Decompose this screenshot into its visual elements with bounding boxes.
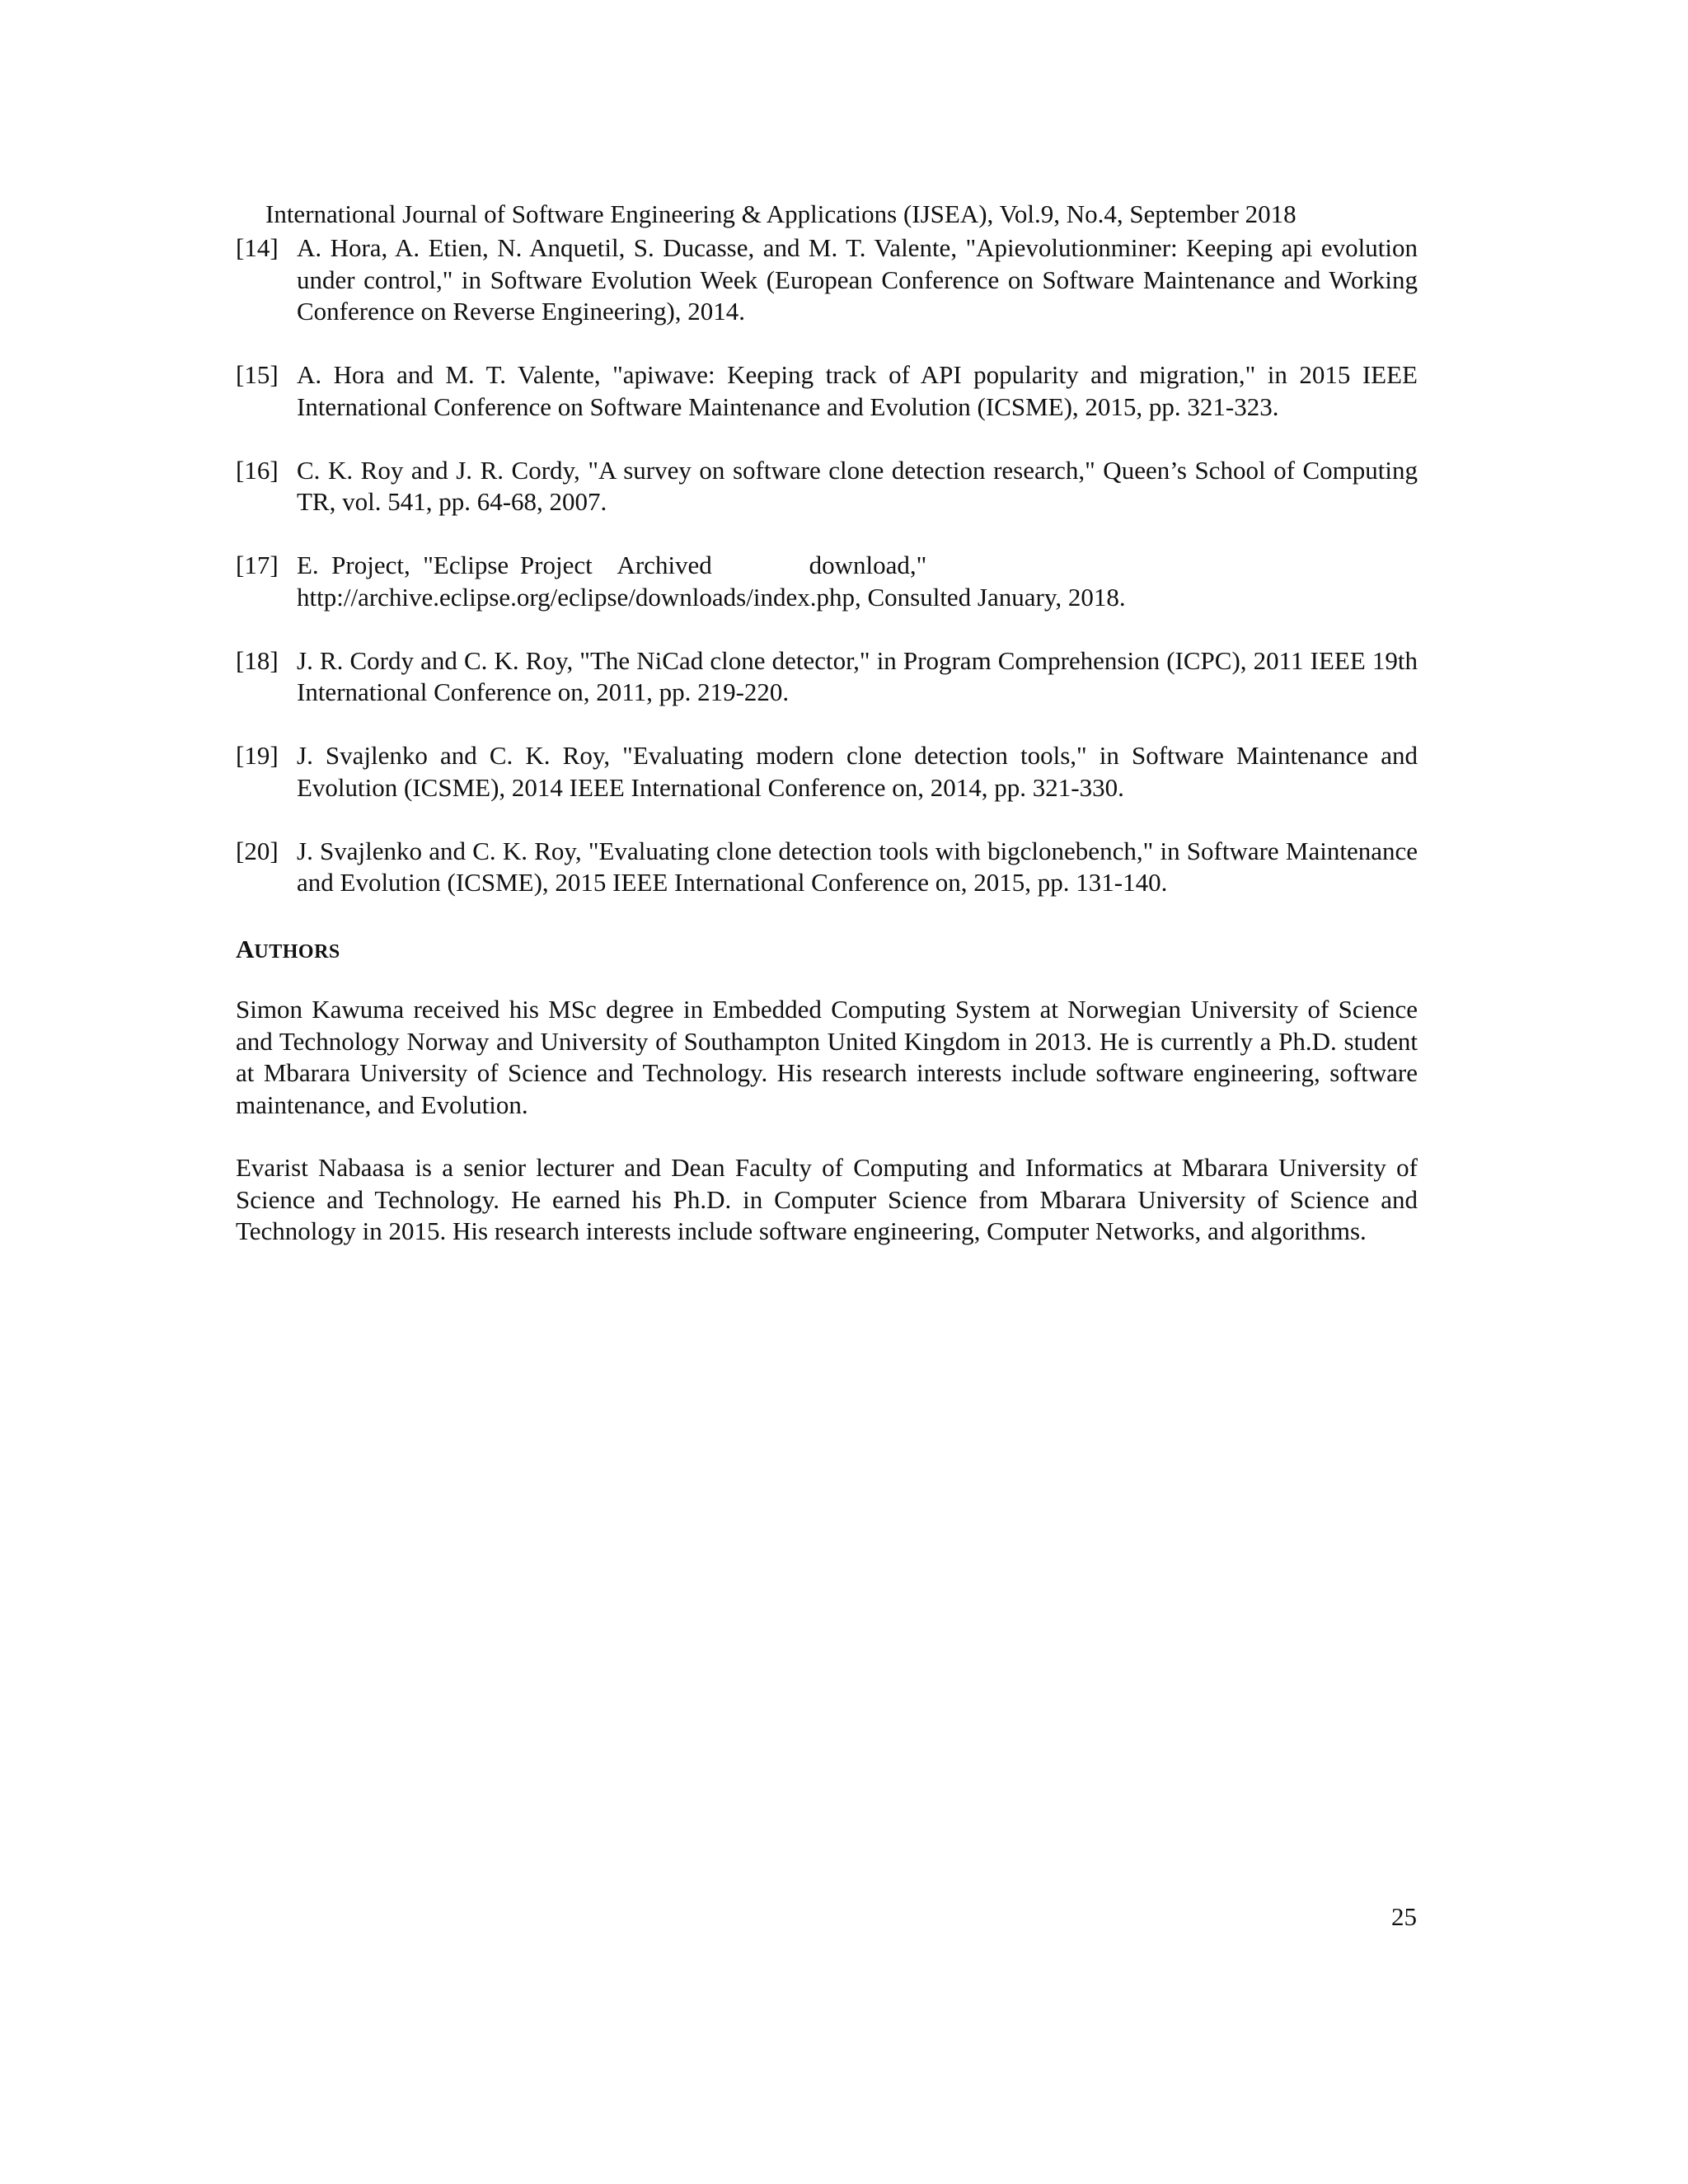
- authors-heading: [236, 933, 340, 968]
- reference-text: J. Svajlenko and C. K. Roy, "Evaluating clone detection tools with bigclonebench," in Software Maintenance and Evolution (ICSME), 2015 IEEE International Conference on, 2015, pp. 131-140.: [297, 836, 1418, 897]
- reference-item: [236, 740, 1418, 804]
- reference-item: [236, 232, 1418, 328]
- reference-text-fragment: Project: [519, 551, 593, 579]
- reference-item: [236, 550, 1418, 613]
- reference-url-line: http://archive.eclipse.org/eclipse/downloads/index.php, Consulted January, 2018.: [297, 582, 1126, 612]
- reference-item: [236, 645, 1418, 709]
- author-bio: Simon Kawuma received his MSc degree in Embedded Computing System at Norwegian University of Science and Technology Norway and University of Southampton United Kingdom in 2013. He is currently a Ph.D. student at Mbarara University of Science and Technology. His research interests include software engineering, software maintenance, and Evolution.: [236, 995, 1418, 1119]
- reference-number: [14]: [236, 233, 279, 262]
- reference-number: [18]: [236, 645, 279, 675]
- reference-text: C. K. Roy and J. R. Cordy, "A survey on software clone detection research," Queen’s School of Computing TR, vol. 541, pp. 64-68, 2007.: [297, 455, 1418, 516]
- reference-text: J. R. Cordy and C. K. Roy, "The NiCad clone detector," in Program Comprehension (ICPC), 2011 IEEE 19th International Conference on, 2011, pp. 219-220.: [297, 645, 1418, 706]
- reference-item: [236, 359, 1418, 423]
- reference-text: A. Hora and M. T. Valente, "apiwave: Keeping track of API popularity and migration," in 2015 IEEE International Conference on Software Maintenance and Evolution (ICSME), 2015, pp. 321-323.: [297, 360, 1418, 421]
- reference-text-fragment: E. Project, "Eclipse: [297, 551, 509, 579]
- reference-text: J. Svajlenko and C. K. Roy, "Evaluating modern clone detection tools," in Software Maintenance and Evolution (ICSME), 2014 IEEE International Conference on, 2014, pp. 321-330.: [297, 741, 1418, 802]
- reference-list: [236, 232, 1418, 930]
- reference-text-line: [297, 550, 1418, 582]
- reference-text: A. Hora, A. Etien, N. Anquetil, S. Ducasse, and M. T. Valente, "Apievolutionminer: Keeping api evolution under control," in Software Evolution Week (European Conference on Software Maintenance and Working Conference on Reverse Engineering), 2014.: [297, 233, 1418, 326]
- reference-number: [16]: [236, 455, 279, 485]
- reference-number: [15]: [236, 360, 279, 389]
- author-bio: Evarist Nabaasa is a senior lecturer and Dean Faculty of Computing and Informatics at Mbarara University of Science and Technology. He earned his Ph.D. in Computer Science from Mbarara University of Science and Technology in 2015. His research interests include software engineering, Computer Networks, and algorithms.: [236, 1153, 1418, 1245]
- reference-text-fragment: download,": [809, 551, 927, 579]
- authors-heading-initial: A: [236, 935, 255, 963]
- reference-text-fragment: Archived: [617, 551, 712, 579]
- reference-number: [19]: [236, 741, 279, 770]
- reference-number: [20]: [236, 836, 279, 865]
- authors-heading-rest: UTHORS: [254, 941, 340, 963]
- reference-item: [236, 836, 1418, 899]
- page-number: 25: [1391, 1902, 1417, 1931]
- reference-number: [17]: [236, 551, 279, 579]
- reference-item: [236, 455, 1418, 518]
- running-header: International Journal of Software Engineering & Applications (IJSEA), Vol.9, No.4, September 2018: [265, 199, 1296, 228]
